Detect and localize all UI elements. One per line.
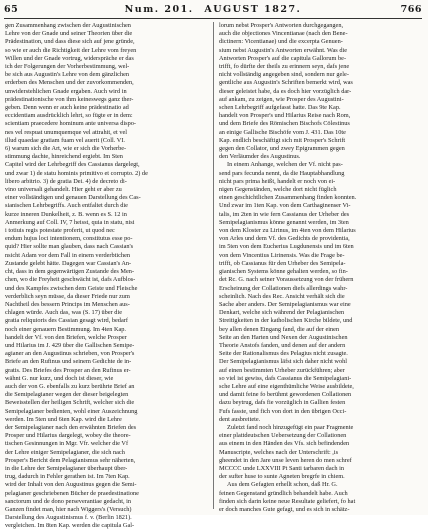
text-line: wird der Inhalt von den Augustinus gegen die Semi- bbox=[5, 481, 137, 489]
text-line: Prädestination, und dass diese sich auf jene gründe, bbox=[5, 38, 135, 46]
text-line: sium nebst Augustin's Antworten erwähnt. Was die bbox=[219, 46, 348, 54]
text-line: kurze inneren Dunkelheit, z. B. wenn es S. 12 in bbox=[5, 210, 127, 218]
text-line: Aus dem Gefagten erhellt schon, daß Hr. G. bbox=[227, 481, 338, 489]
text-line: Capitel wird der Lehrbegriff des Cassianus dargelegt, bbox=[5, 161, 140, 169]
text-line: und Hilarius im J. 429 über die Gallischen Semipe- bbox=[5, 341, 135, 349]
text-line: handelt von Prosper's und Hilarius Reise nach Rom, bbox=[219, 112, 351, 120]
text-line: bey allen denen Eingang fand, die auf der einen bbox=[219, 325, 340, 333]
text-line: nsicht Adam vor dem Fall in einem verderbtichen bbox=[5, 251, 131, 259]
text-line: Semipelagianismus könne genannt werden, im 3ten bbox=[219, 218, 349, 226]
text-line: Seite der Rationalismus des Pelagius nicht zusagte. bbox=[219, 350, 348, 358]
text-line: Ganzen findet man, hier nach Wiggers's (Versuch) bbox=[5, 505, 132, 513]
text-line: geben. Denn wenn er auch keine prädestinatio ad bbox=[5, 104, 129, 112]
text-line: tischen Gesinnungen in Mgr. Vfr. welcher die Vf bbox=[5, 440, 129, 448]
text-line: trifft, ob Cassianus für den Urheber des Semipela- bbox=[219, 259, 346, 267]
text-line: Denkart, welche sich während der Pelagianischen bbox=[219, 309, 345, 317]
text-line: endum hujus loci intentionem, constitutus esse po- bbox=[5, 235, 133, 243]
text-line: gratis. Des Briefes des Prosper an den Rufinus er- bbox=[5, 366, 131, 374]
text-line: Der Semipelagianismus läfst sich daher nicht wohl bbox=[219, 358, 348, 366]
text-line: und zwar 1) de statu hominis primitivo et corrupto. 2) de bbox=[5, 169, 148, 177]
text-line: verderblich seyn müsse, da dieser Friede nur zum bbox=[5, 292, 130, 300]
text-line: vergleichen. Im 8ten Kap. werden die capitula Gal- bbox=[5, 522, 135, 530]
text-line: Und zwar im 1ten Kap. von dem Carthaginenser Vi- bbox=[219, 202, 351, 210]
text-line: auch die objectiones Vincentianae (nach den Bene- bbox=[219, 30, 348, 38]
text-line: Briefe an den Rufinus und seinem Gedichte de in- bbox=[5, 358, 132, 366]
text-line: einen geschichtlichen Zusammenhang finden konnten. bbox=[219, 194, 357, 202]
text-line: erderben des Menschen und der zuvorkommenden, bbox=[5, 79, 134, 87]
text-line: feinen Gegenstand gründlich behandelt habe. Auch bbox=[219, 489, 348, 497]
text-line: trug, dadurch in Fehler gerathen ist. Im 7ten Kap. bbox=[5, 473, 130, 481]
text-line: so viel ist gewiss, dafs Cassianus die Semipelagiani- bbox=[219, 374, 352, 382]
text-line: der Semipelagianer nach den erwähnten Briefen des bbox=[5, 423, 137, 431]
text-line: Anmerkung auf Coll. IV, 7 heisst, quia in statu, nisi bbox=[5, 218, 135, 226]
text-line: Antworten Prosper's auf die capitula Gallorum be- bbox=[219, 54, 347, 62]
text-line: Manuscripte, welches nach der Unterschrift: ,is bbox=[219, 448, 339, 456]
text-line: von dem Kloster zu Lirinus, im 4ten von dem Hilarius bbox=[219, 227, 356, 235]
text-line: nicht vollständig angegeben sind, sondern nur gele- bbox=[219, 71, 349, 79]
text-line: gentliche aus Augustin's Schriften bemerkt wird, was bbox=[219, 79, 353, 87]
text-line: die Semipelagianer wegen der dieser beigelegten bbox=[5, 391, 129, 399]
text-line: Sache aber anders. Der Semipelagianismus war eine bbox=[219, 300, 351, 308]
text-line: eccidentiam ausdrücklich lehrt, so fügte er in dem: bbox=[5, 112, 133, 120]
page-header bbox=[4, 4, 422, 18]
text-line: Kap. endlich beschäftigt sich mit Prosper's Schrift bbox=[219, 136, 346, 144]
text-line: nes vel respuat unumquemque vel attrahit, et vel bbox=[5, 128, 128, 136]
text-line: scientiam praecedere hominum ante universa dispo- bbox=[5, 120, 136, 128]
text-line: so wie er auch die Richtigkeit der Lehre vom freyen bbox=[5, 46, 137, 54]
text-line: dent ausbreitete. bbox=[219, 415, 261, 423]
text-line: be sich aus Augustin's Lehre von dem gänzlichen bbox=[5, 71, 130, 79]
text-line: im 5ten von dem Eucherius Lugdunensis und im 6ten bbox=[219, 243, 354, 251]
column-divider bbox=[213, 22, 214, 509]
text-line: sianischen Lehrbegriffs. Auch entfaltet durch die bbox=[5, 202, 128, 210]
text-line: auch der von G. ebenfalls zu kurz berührte Brief an bbox=[5, 382, 135, 390]
issue-number: Num. 201. bbox=[124, 4, 194, 15]
text-line: an einige Gallische Bischöfe vom J. 431. Das 10te bbox=[219, 128, 346, 136]
text-line: und dem Briefe des Römischen Bischofs Cölestinus bbox=[219, 120, 350, 128]
text-line: unwiderstehlichen Gnade ergaben. Auch wird in bbox=[5, 87, 127, 95]
header-rule bbox=[4, 18, 422, 19]
text-line: Fufs fasste, und fich von dort in den übrigen Occi- bbox=[219, 407, 347, 415]
text-line: quid? Hier sollte man glauben, dass nach Cassian's bbox=[5, 243, 134, 251]
text-line: und des Kampfes zwischen dem Geiste und Fleische bbox=[5, 284, 138, 292]
text-line: chen, wo die Freyheit geschwächt ist, dafs Aufblos- bbox=[5, 276, 136, 284]
text-line: talis, im 2ten in wie fern Cassianus der Urheber des bbox=[219, 210, 350, 218]
text-line: gianischen Systems könne gehalten werden, so fin- bbox=[219, 268, 348, 276]
text-line: und damit feine fo berühmt gewordenen Collationen bbox=[219, 391, 352, 399]
text-line: schen Lehrbegriff aufgefasst hatte. Das 9te Kap. bbox=[219, 104, 341, 112]
text-line: Seite an den Harten und Nexen der Augustinischen bbox=[219, 333, 348, 341]
text-line: Lehre von der Gnade und seiner Theorien über die bbox=[5, 30, 133, 38]
text-line: der sufter huse to sunte Agneten bregrfe in chiem. bbox=[219, 473, 345, 481]
text-line: sanctorum und de dono perseverantiae gedacht, in bbox=[5, 497, 132, 505]
text-line: chlagen würde. Auch das, was (S. 17) über die bbox=[5, 309, 122, 317]
text-line: nicht pars prima heißt, handelt er noch von ei- bbox=[219, 177, 336, 185]
text-line: prädestinationische von ihm keineswegs ganz ther- bbox=[5, 95, 134, 103]
text-line: nigen Gegenständen, welche dort nicht füglich bbox=[219, 186, 337, 194]
text-line: Beweisstellen der heiligen Schrift, welcher sich die bbox=[5, 399, 135, 407]
text-line: i totiuis regis potestate proferit, ut quod nec bbox=[5, 227, 115, 235]
text-line: det Rc. G. nach seiner Voraussetzung von der frühern bbox=[219, 276, 354, 284]
issue-line bbox=[34, 4, 392, 15]
text-line: gegen den Collator, und zwey Epigrammen gegen bbox=[219, 145, 345, 153]
text-line: gen Zusammenhang zwischen der Augustinischen bbox=[5, 22, 131, 29]
text-line: werden. Im 5ten und 6ten Kap. wird die Lehre bbox=[5, 415, 122, 423]
text-line: der Lehre einiger Semipelagianer, die sich nach bbox=[5, 448, 125, 456]
text-line: in die Lehre der Semipelagianer überhaupt über- bbox=[5, 464, 128, 472]
text-line: Zustande gelebt hätte. Dagegen war Cassian's An- bbox=[5, 259, 132, 267]
text-line: auf einen bestimmten Urheber zurückführen; aber bbox=[219, 366, 345, 374]
text-line: wähnt G. nur kurz, und doch ist dieser, wie bbox=[5, 374, 114, 382]
text-line: sche Lehre auf eine eigenthümliche Weise ausbildete, bbox=[219, 382, 354, 390]
text-line: Darstellung des Augustinismus f. v. (Berlin 1821). bbox=[5, 514, 132, 522]
text-line: Willen und der Gnade vortrug, widerspräche er das bbox=[5, 54, 134, 62]
text-line: send pars fecunda nennt, da die Hauptabhandlung bbox=[219, 169, 345, 177]
text-line: Zuletzt fand noch hinzugefügt ein paar Fragmente bbox=[227, 423, 354, 431]
text-line: von Arles und dem Vf. des Gedichts de providentia, bbox=[219, 235, 350, 243]
text-line: aus einem in den Händen des Vfs. sich befindenden bbox=[219, 440, 350, 448]
text-line: libero arbitrio. 3) de gratia Dei. 4) de decreto di- bbox=[5, 177, 127, 185]
text-line: pelagianer geschriebenen Bücher de praedestinatione bbox=[5, 489, 139, 497]
text-line: gheendet in den Jare unse leven heren do men schref bbox=[219, 456, 352, 464]
text-line: scheinlich. Nach des Rec. Ansicht verhält sich die bbox=[219, 292, 345, 300]
text-line: lorum nebst Prosper's Antworten durchgegangen, bbox=[219, 22, 344, 29]
text-line: handelt der Vf. von den Briefen, welche Prosper bbox=[5, 333, 127, 341]
text-line: Erscheinung der Collationen diefs allerdings wahr- bbox=[219, 284, 348, 292]
text-line: Streitigkeiten in der katholischen Kirche bildete, und bbox=[219, 317, 353, 325]
text-line: Semipelagianer bedienten, wohl einer Auszeichnung bbox=[5, 407, 138, 415]
text-line: illud quaedae gratiam fuam vel auerit (Coll. VI. bbox=[5, 136, 126, 144]
text-line: finden sich darin keine neue Resultate geliefert, fo hat bbox=[219, 497, 356, 505]
right-column bbox=[219, 22, 422, 513]
text-line: vino universali gehandelt. Hier geht er aber zu bbox=[5, 186, 122, 194]
text-line: 6) warum sich die Art, wie er sich die Vorherbe- bbox=[5, 145, 127, 153]
text-line: noch einer genauern Bestimmung. Im 4ten Kap. bbox=[5, 325, 127, 333]
text-line: dazu beytrug, dafs fie vorzüglich in Gallien festen bbox=[219, 399, 346, 407]
text-line: Theorie Anstofs fanden, und denen auf der andern bbox=[219, 341, 346, 349]
text-line: Prosper und Hilarius dargelegt, wobey die theore- bbox=[5, 432, 131, 440]
page-number-left: 65 bbox=[4, 4, 19, 15]
text-line: gratia reliquioris des Cassian gesagt wird, bedarf bbox=[5, 317, 128, 325]
text-line: dieser geleistet habe, da es doch hier vorzüglich dar- bbox=[219, 87, 352, 95]
text-line: In einem Anhange, welchen der Vf. nicht pas- bbox=[227, 161, 343, 169]
text-line: von dem Vincentius Lirinensis. Was die Frage be- bbox=[219, 251, 345, 259]
text-line: trifft, fo dürfte der theils zu erinnern seyn, dafs jene bbox=[219, 63, 350, 71]
text-line: auf ankam, zu zeigen, wie Prosper des Augustini- bbox=[219, 95, 344, 103]
text-line: dictinern: Vicentianae) und die excerpta Genuen- bbox=[219, 38, 343, 46]
text-line: cht, dass in dem gegenwärtigen Zustande des Men- bbox=[5, 268, 135, 276]
text-line: agianer an den Augustinus schrieben, von Prosper's bbox=[5, 350, 135, 358]
text-line: den Verläumder des Augustinus. bbox=[219, 153, 301, 161]
left-column bbox=[5, 22, 208, 530]
text-line: einer vollständigen und genauen Darstellung des Cas- bbox=[5, 194, 141, 202]
text-line: einer plattdeutschen Uebersetzung der Collationen bbox=[219, 432, 347, 440]
text-line: stimmung dachte, hinreichend ergiebt. Im Sten bbox=[5, 153, 123, 161]
page-number-right: 766 bbox=[400, 4, 422, 15]
text-line: Prosper's Bericht dem Pelagianismus sehr näherten, bbox=[5, 456, 136, 464]
text-line: MCCCC unde LXXVIII Pt Santi tarbaren dach in bbox=[219, 464, 345, 472]
text-line: er doch manches Gute gefagt, und es sich in schätz- bbox=[219, 505, 350, 513]
text-line: Nachtheil des bessern Princips im Menschen aus- bbox=[5, 300, 130, 308]
text-line: ich der Folgerungen der Vorherbestimmung, wel- bbox=[5, 63, 130, 71]
issue-date: AUGUST 1827. bbox=[204, 4, 302, 15]
